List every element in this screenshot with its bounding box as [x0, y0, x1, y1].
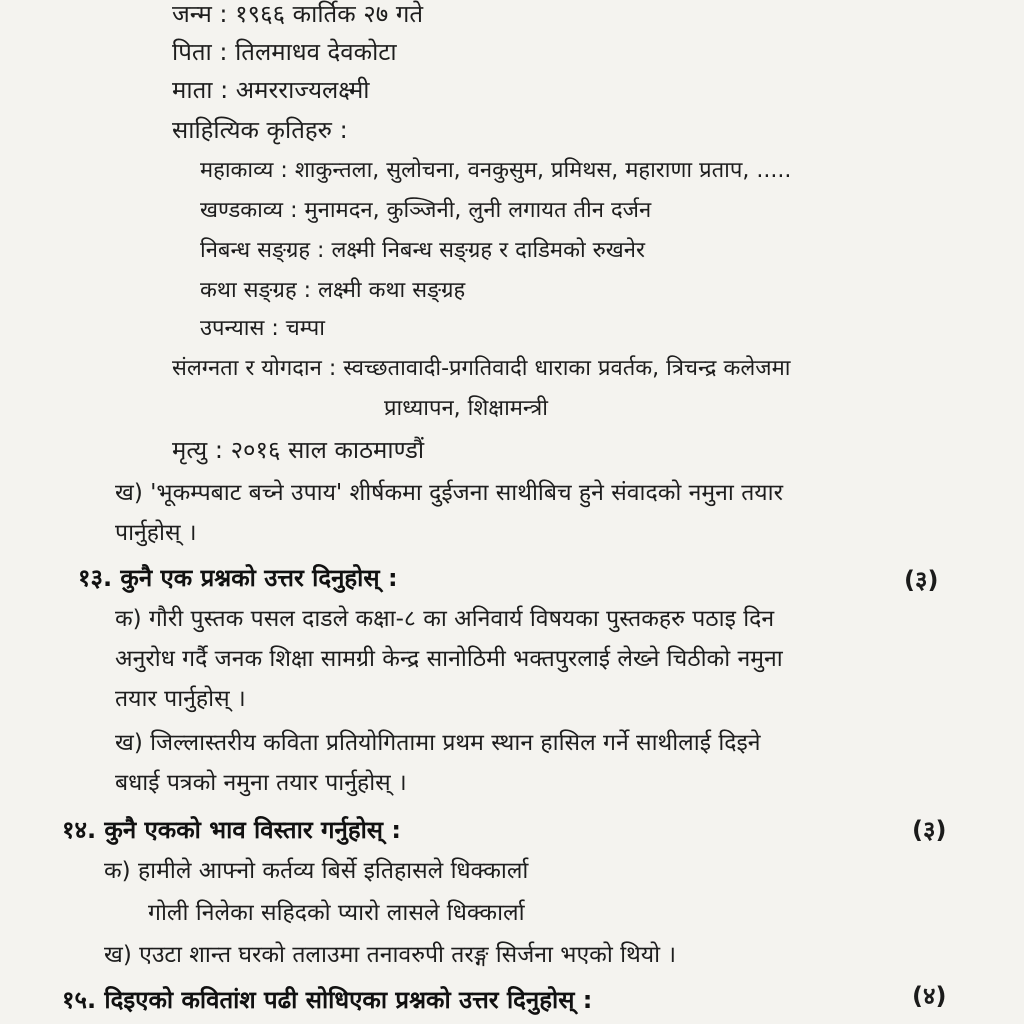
bio-khandakavya: खण्डकाव्य : मुनामदन, कुञ्जिनी, लुनी लगायत तीन दर्जन	[200, 198, 652, 223]
bio-mother: माता : अमरराज्यलक्ष्मी	[172, 76, 370, 104]
q14-option-a-line2: गोली निलेका सहिदको प्यारो लासले धिक्कार्ला	[148, 900, 525, 926]
q14-option-a-line1: क) हामीले आफ्नो कर्तव्य बिर्से इतिहासले धिक्कार्ला	[104, 858, 529, 884]
bio-works-heading: साहित्यिक कृतिहरु :	[172, 116, 348, 144]
bio-contribution-line1: संलग्नता र योगदान : स्वच्छतावादी-प्रगतिवादी धाराका प्रवर्तक, त्रिचन्द्र कलेजमा	[172, 356, 791, 381]
q14-marks: (३)	[912, 816, 947, 844]
q13-option-b-line1: ख) जिल्लास्तरीय कविता प्रतियोगितामा प्रथम स्थान हासिल गर्ने साथीलाई दिइने	[115, 730, 761, 756]
q14-heading: १४. कुनै एकको भाव विस्तार गर्नुहोस् :	[62, 816, 401, 844]
q13-marks: (३)	[904, 566, 939, 594]
q14-option-b-line1: ख) एउटा शान्त घरको तलाउमा तनावरुपी तरङ्ग सिर्जना भएको थियो ।	[104, 942, 677, 968]
q15-heading: १५. दिइएको कवितांश पढी सोधिएका प्रश्नको उत्तर दिनुहोस् :	[62, 986, 593, 1014]
bio-death: मृत्यु : २०१६ साल काठमाण्डौं	[172, 436, 425, 464]
q13-option-a-line1: क) गौरी पुस्तक पसल दाडले कक्षा-८ का अनिवार्य विषयका पुस्तकहरु पठाइ दिन	[115, 606, 775, 632]
bio-essays: निबन्ध सङ्ग्रह : लक्ष्मी निबन्ध सङ्ग्रह र दाडिमको रुखनेर	[200, 238, 646, 263]
q15-marks: (४)	[912, 982, 947, 1010]
bio-birth: जन्म : १९६६ कार्तिक २७ गते	[172, 0, 424, 28]
bio-epics: महाकाव्य : शाकुन्तला, सुलोचना, वनकुसुम, प्रमिथस, महाराणा प्रताप, .....	[200, 158, 792, 183]
q13-option-a-line2: अनुरोध गर्दै जनक शिक्षा सामग्री केन्द्र सानोठिमी भक्तपुरलाई लेख्ने चिठीको नमुना	[115, 646, 783, 672]
bio-father: पिता : तिलमाधव देवकोटा	[172, 38, 397, 66]
q12b-line1: ख) 'भूकम्पबाट बच्ने उपाय' शीर्षकमा दुईजना साथीबिच हुने संवादको नमुना तयार	[115, 480, 784, 506]
bio-novel: उपन्यास : चम्पा	[200, 316, 325, 341]
bio-stories: कथा सङ्ग्रह : लक्ष्मी कथा सङ्ग्रह	[200, 278, 466, 303]
bio-contribution-line2: प्राध्यापन, शिक्षामन्त्री	[384, 396, 548, 421]
q13-heading: १३. कुनै एक प्रश्नको उत्तर दिनुहोस् :	[78, 564, 398, 592]
q12b-line2: पार्नुहोस् ।	[115, 520, 197, 546]
q13-option-b-line2: बधाई पत्रको नमुना तयार पार्नुहोस् ।	[115, 770, 407, 796]
q13-option-a-line3: तयार पार्नुहोस् ।	[115, 686, 246, 712]
